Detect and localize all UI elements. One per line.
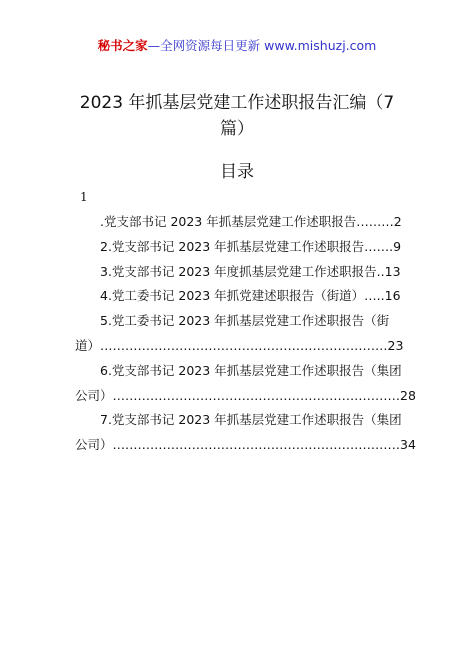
toc-entry-line-continued: 道）……………………………………………………………23 (75, 337, 404, 353)
toc-entry-4[interactable] (75, 284, 405, 309)
site-brand: 秘书之家 (97, 38, 148, 53)
toc-entry-3[interactable] (75, 260, 405, 285)
toc-entry-line: 6.党支部书记 2023 年抓基层党建工作述职报告（集团 (100, 362, 402, 378)
site-tagline: —全网资源每日更新 www.mishuzj.com (147, 38, 377, 53)
toc-entry-line: 3.党支部书记 2023 年度抓基层党建工作述职报告..13 (100, 263, 401, 279)
table-of-contents (75, 210, 416, 458)
document-title: 2023 年抓基层党建工作述职报告汇编（7 篇） (79, 93, 395, 139)
toc-entry-line-continued: 公司）……………………………………………………………28 (75, 387, 416, 403)
site-header (0, 38, 474, 54)
toc-entry-5[interactable] (75, 309, 405, 359)
toc-entry-6[interactable] (75, 359, 416, 409)
toc-entry-7[interactable] (75, 408, 416, 458)
toc-entry-line-continued: 公司）……………………………………………………………34 (75, 437, 416, 453)
toc-entry-line: 5.党工委书记 2023 年抓基层党建工作述职报告（街 (100, 313, 390, 329)
toc-heading: 目录 (220, 162, 254, 182)
toc-entry-line: 7.党支部书记 2023 年抓基层党建工作述职报告（集团 (100, 412, 402, 428)
stray-number-mark: 1 (80, 190, 88, 204)
toc-entry-line: 2.党支部书记 2023 年抓基层党建工作述职报告…….9 (100, 238, 402, 254)
toc-entry-line: .党支部书记 2023 年抓基层党建工作述职报告………2 (100, 214, 402, 229)
toc-entry-line: 4.党工委书记 2023 年抓党建述职报告（街道）…..16 (100, 288, 401, 304)
toc-entry-1[interactable] (75, 210, 405, 235)
toc-entry-2[interactable] (75, 235, 405, 260)
